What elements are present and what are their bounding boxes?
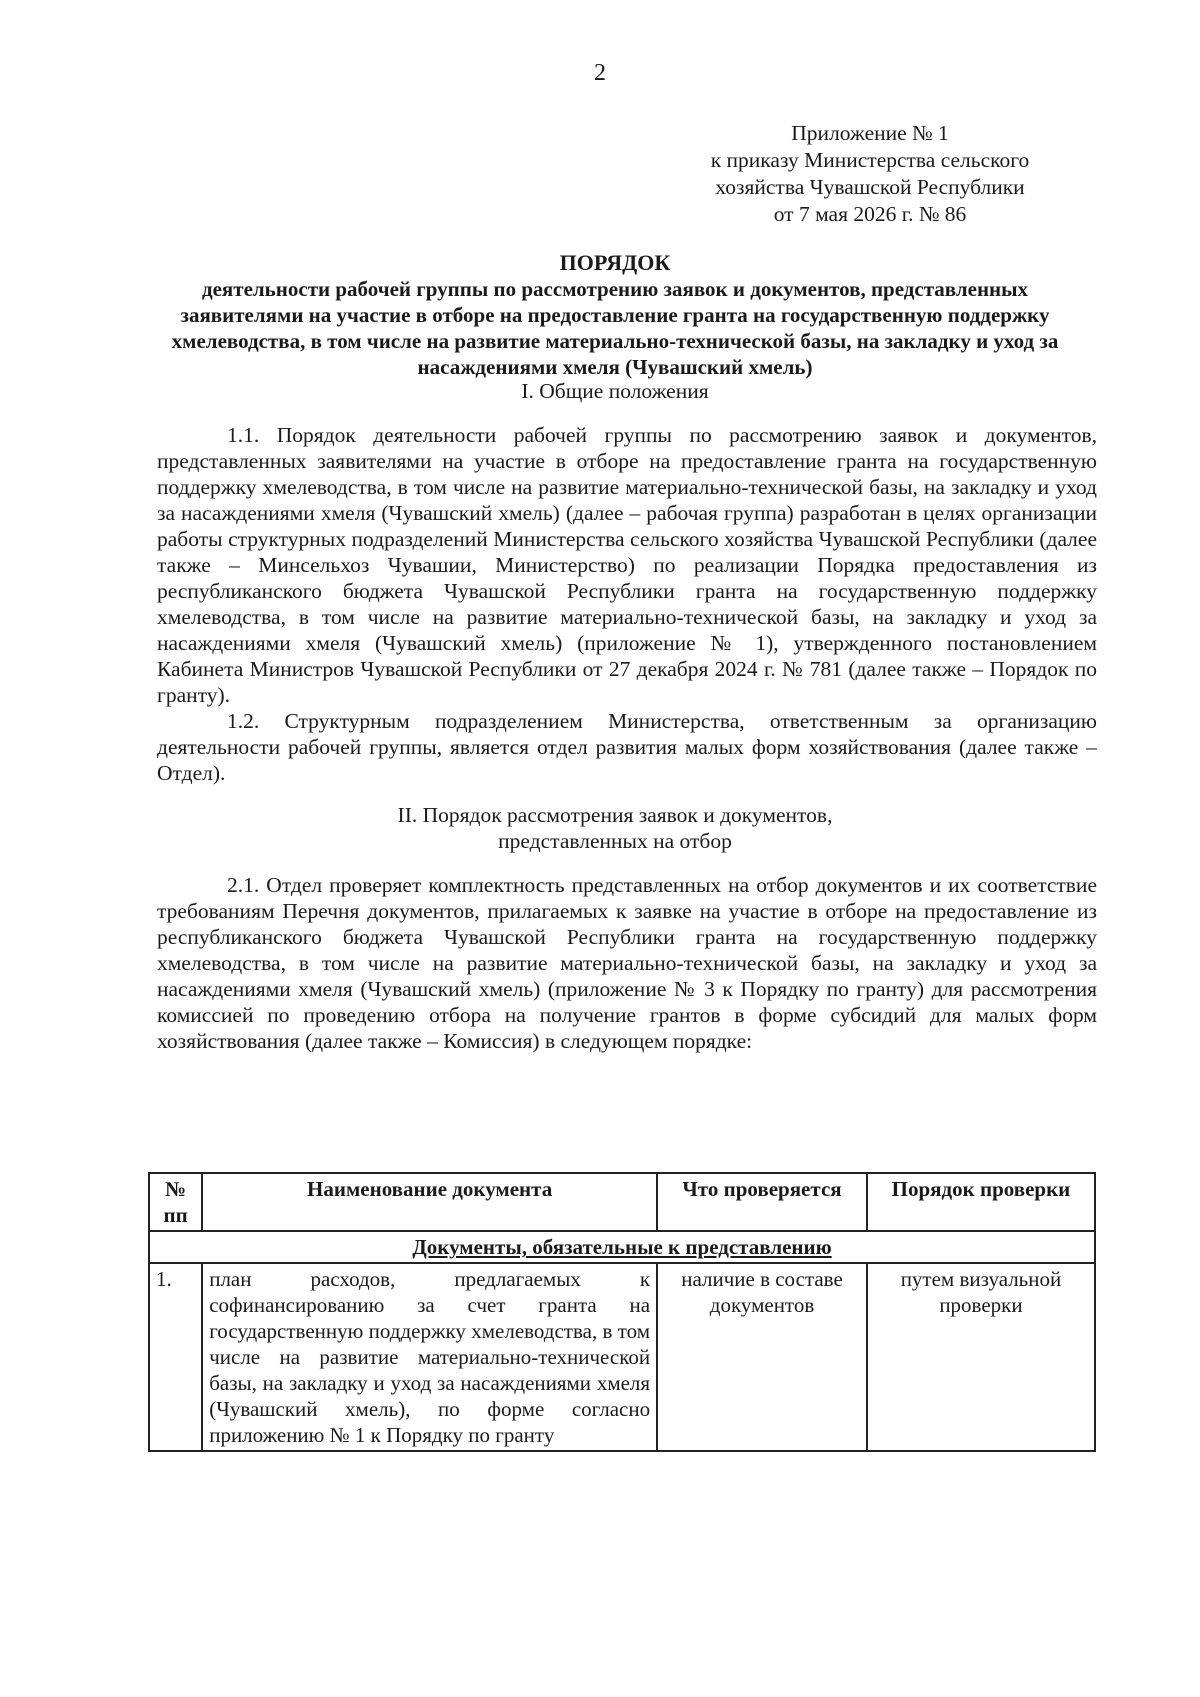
- document-title: ПОРЯДОК: [559, 250, 671, 275]
- paragraph-1-2: 1.2. Структурным подразделением Министерства, ответственным за организацию деятельности рабочей группы, является отдел развития малых форм хозяйствования (далее также – Отдел).: [157, 709, 1097, 785]
- table-subheader: Документы, обязательные к представлению: [149, 1231, 1095, 1263]
- annex-line-3: хозяйства Чувашской Республики: [715, 175, 1025, 199]
- annex-line-1: Приложение № 1: [791, 121, 949, 145]
- row-num: 1.: [149, 1263, 202, 1451]
- row-check-order: путем визуальной проверки: [867, 1263, 1095, 1451]
- header-what-checked: Что проверяется: [657, 1173, 867, 1231]
- section-2-heading: [150, 802, 1080, 854]
- section-1-heading: I. Общие положения: [521, 379, 709, 403]
- paragraph-1-1: 1.1. Порядок деятельности рабочей группы по рассмотрению заявок и документов, представленных заявителями на участие в отборе на предоставление гранта на государственную поддержку хмелеводства, в том числе на развитие материально-технической базы, на закладку и уход за насаждениями хмеля (Чувашский хмель) (далее – рабочая группа) разработан в целях организации работы структурных подразделений Министерства сельского хозяйства Чувашской Республики (далее также – Минсельхоз Чувашии, Министерство) по реализации Порядка предоставления из республиканского бюджета Чувашской Республики гранта на государственную поддержку хмелеводства, в том числе на развитие материально-технической базы, на закладку и уход за насаждениями хмеля (Чувашский хмель) (приложение № 1), утвержденного постановлением Кабинета Министров Чувашской Республики от 27 декабря 2024 г. № 781 (далее также – Порядок по гранту).: [157, 423, 1097, 707]
- row-document-name: план расходов, предлагаемых к софинансированию за счет гранта на государственную поддержку хмелеводства, в том числе на развитие материально-технической базы, на закладку и уход за насаждениями хмеля (Чувашский хмель), по форме согласно приложению № 1 к Порядку по гранту: [202, 1263, 657, 1451]
- table-subheader-row: [149, 1231, 1095, 1263]
- paragraph-2-1: 2.1. Отдел проверяет комплектность представленных на отбор документов и их соответствие требованиям Перечня документов, прилагаемых к заявке на участие в отборе на предоставление из республиканского бюджета Чувашской Республики гранта на государственную поддержку хмелеводства, в том числе на развитие материально-технической базы, на закладку и уход за насаждениями хмеля (Чувашский хмель) (приложение № 3 к Порядку по гранту) для рассмотрения комиссией по проведению отбора на получение грантов в форме субсидий для малых форм хозяйствования (далее также – Комиссия) в следующем порядке:: [157, 873, 1097, 1053]
- header-document-name: Наименование документа: [202, 1173, 657, 1231]
- row-what-checked: наличие в составе документов: [657, 1263, 867, 1451]
- annex-block: [660, 120, 1080, 228]
- page-number: 2: [594, 60, 606, 86]
- documents-table: [148, 1172, 1096, 1452]
- table-header-row: [149, 1173, 1095, 1231]
- annex-line-4: от 7 мая 2026 г. № 86: [773, 202, 967, 226]
- document-subtitle: деятельности рабочей группы по рассмотрению заявок и документов, представленных заявителями на участие в отборе на предоставление гранта на государственную поддержку хмелеводства, в том числе на развитие материально-технической базы, на закладку и уход за насаждениями хмеля (Чувашский хмель): [171, 277, 1059, 379]
- section-2-heading-line-2: представленных на отбор: [498, 829, 732, 853]
- table-row: [149, 1263, 1095, 1451]
- header-num: № пп: [149, 1173, 202, 1231]
- annex-line-2: к приказу Министерства сельского: [710, 148, 1030, 172]
- header-check-order: Порядок проверки: [867, 1173, 1095, 1231]
- document-title-block: [150, 250, 1080, 380]
- section-2-heading-line-1: II. Порядок рассмотрения заявок и документов,: [397, 803, 833, 827]
